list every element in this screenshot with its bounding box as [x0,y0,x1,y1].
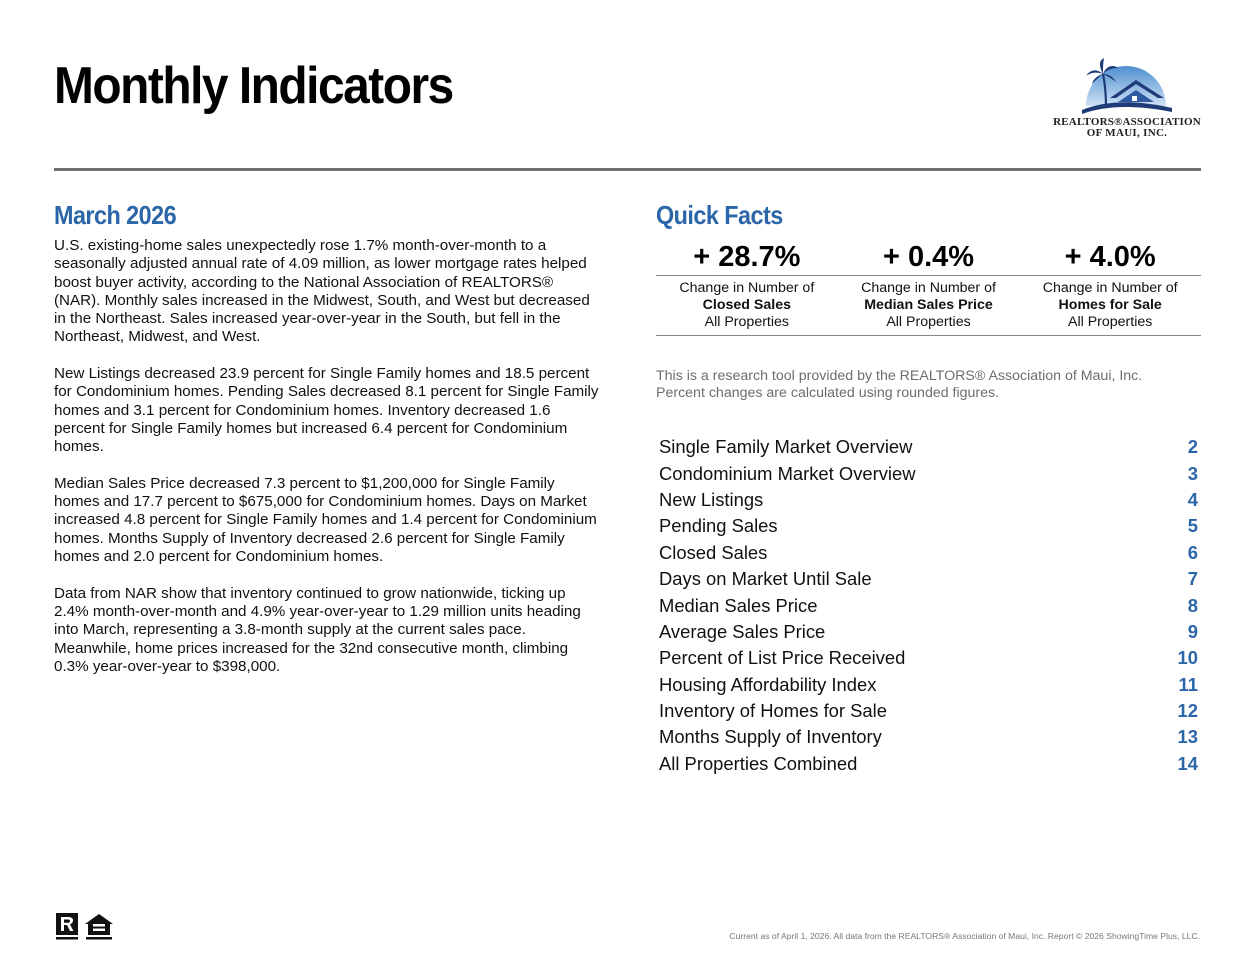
equal-housing-icon [85,914,113,940]
toc-label: New Listings [659,488,764,510]
quick-fact-label-bold: Homes for Sale [1058,297,1162,313]
research-note [656,368,1201,402]
page-title: Monthly Indicators [54,57,453,115]
toc-page-number: 2 [1187,436,1198,458]
toc-item[interactable] [659,698,1198,724]
toc-label: Housing Affordability Index [659,673,877,695]
quick-facts-values [656,238,1201,276]
quick-fact-label-bold: Median Sales Price [864,297,993,313]
toc-label: Months Supply of Inventory [659,726,882,748]
realtor-r-icon [56,913,78,940]
toc-item[interactable] [659,540,1198,566]
toc-label: Percent of List Price Received [659,647,906,669]
toc-label: Average Sales Price [659,620,826,642]
toc-page-number: 8 [1187,594,1198,616]
toc-item[interactable] [659,487,1198,513]
research-note-line1: This is a research tool provided by the REALTORS® Association of Maui, Inc. [656,368,1143,384]
quick-fact-label-line3: All Properties [886,314,971,330]
quick-fact-label [1019,280,1201,331]
quick-fact-label-line1: Change in Number of [1042,280,1178,296]
quick-facts-labels [656,276,1201,336]
footer-icons [55,911,117,943]
quick-fact-value: + 4.0% [1064,241,1156,273]
toc-page-number: 11 [1178,673,1198,695]
summary-paragraph: Median Sales Price decreased 7.3 percent to $1,200,000 for Single Family homes and 17.7 percent to $675,000 for Condominium homes. Days on Market increased 4.8 percent for Single Family homes and 1.4 percent for Condominium homes. Months Supply of Inventory decreased 2.6 percent for Single Family homes and 2.0 percent for Condominium homes. [54,474,597,566]
toc-page-number: 9 [1187,620,1198,642]
toc-item[interactable] [659,645,1198,671]
toc-item[interactable] [659,460,1198,486]
toc-item[interactable] [659,434,1198,460]
quick-fact-label-line1: Change in Number of [679,280,815,296]
toc-page-number: 5 [1187,515,1198,537]
logo-text-line1: REALTORS®ASSOCIATION [1053,116,1201,128]
summary-heading: March 2026 [54,200,177,230]
toc-label: Closed Sales [659,541,768,563]
toc-item[interactable] [659,724,1198,750]
quick-fact-label-line3: All Properties [704,314,790,330]
toc-item[interactable] [659,513,1198,539]
association-logo [1052,50,1202,142]
toc-item[interactable] [659,672,1198,698]
footer-note: Current as of April 1, 2026. All data from the REALTORS® Association of Maui, Inc. Report © 2026 ShowingTime Plus, LLC. [729,931,1200,941]
logo-text-line2: OF MAUI, INC. [1086,127,1168,139]
summary-paragraph: U.S. existing-home sales unexpectedly rose 1.7% month-over-month to a seasonally adjusted annual rate of 4.09 million, as lower mortgage rates helped boost buyer activity, according to the National Association of REALTORS® (NAR). Monthly sales increased in the Midwest, South, and West but decreased in the Northeast. Sales increased year-over-year in the South, but fell in the Northeast, Midwest, and West. [54,237,590,346]
toc-label: Pending Sales [659,515,778,537]
toc-label: Median Sales Price [659,594,818,616]
summary-paragraph: Data from NAR show that inventory continued to grow nationwide, ticking up 2.4% month-over-month and 4.9% year-over-year to 1.29 million units heading into March, representing a 3.8-month supply at the current sales pace. Meanwhile, home prices increased for the 32nd consecutive month, climbing 0.3% year-over-year to $398,000. [54,584,581,675]
toc-page-number: 4 [1187,488,1198,510]
toc-label: All Properties Combined [659,752,858,774]
summary-paragraph: New Listings decreased 23.9 percent for Single Family homes and 18.5 percent for Condominium homes. Pending Sales decreased 8.1 percent for Single Family homes and 3.1 percent for Condominium homes. Inventory decreased 1.6 percent for Single Family homes but increased 6.4 percent for Condominium homes. [54,365,599,456]
toc-item[interactable] [659,751,1198,777]
quick-fact-label [838,280,1020,331]
toc-page-number: 10 [1177,647,1198,669]
toc-item[interactable] [659,619,1198,645]
quick-fact-value: + 0.4% [882,241,975,273]
toc-page-number: 6 [1187,541,1198,563]
toc-page-number: 12 [1177,700,1198,722]
research-note-line2: Percent changes are calculated using rounded figures. [656,385,1000,401]
quick-facts-heading: Quick Facts [656,200,783,230]
toc-page-number: 3 [1187,462,1198,484]
palm-house-sun-logo-icon [1076,50,1176,116]
toc-label: Condominium Market Overview [659,462,916,484]
toc-item[interactable] [659,592,1198,618]
quick-fact-label-line1: Change in Number of [861,280,996,296]
toc-label: Single Family Market Overview [659,436,913,458]
toc-label: Days on Market Until Sale [659,568,872,590]
quick-fact-value: + 28.7% [693,241,801,273]
quick-fact-label-line3: All Properties [1067,314,1153,330]
toc-page-number: 7 [1187,568,1198,590]
toc-page-number: 13 [1177,726,1198,748]
quick-fact-label-bold: Closed Sales [702,297,791,313]
toc-label: Inventory of Homes for Sale [659,700,887,722]
toc-page-number: 14 [1177,752,1198,774]
quick-fact-label [656,280,838,331]
quick-facts-table [656,238,1201,336]
toc-item[interactable] [659,566,1198,592]
summary-body [54,237,599,694]
header-divider [54,168,1201,171]
table-of-contents [659,434,1198,777]
